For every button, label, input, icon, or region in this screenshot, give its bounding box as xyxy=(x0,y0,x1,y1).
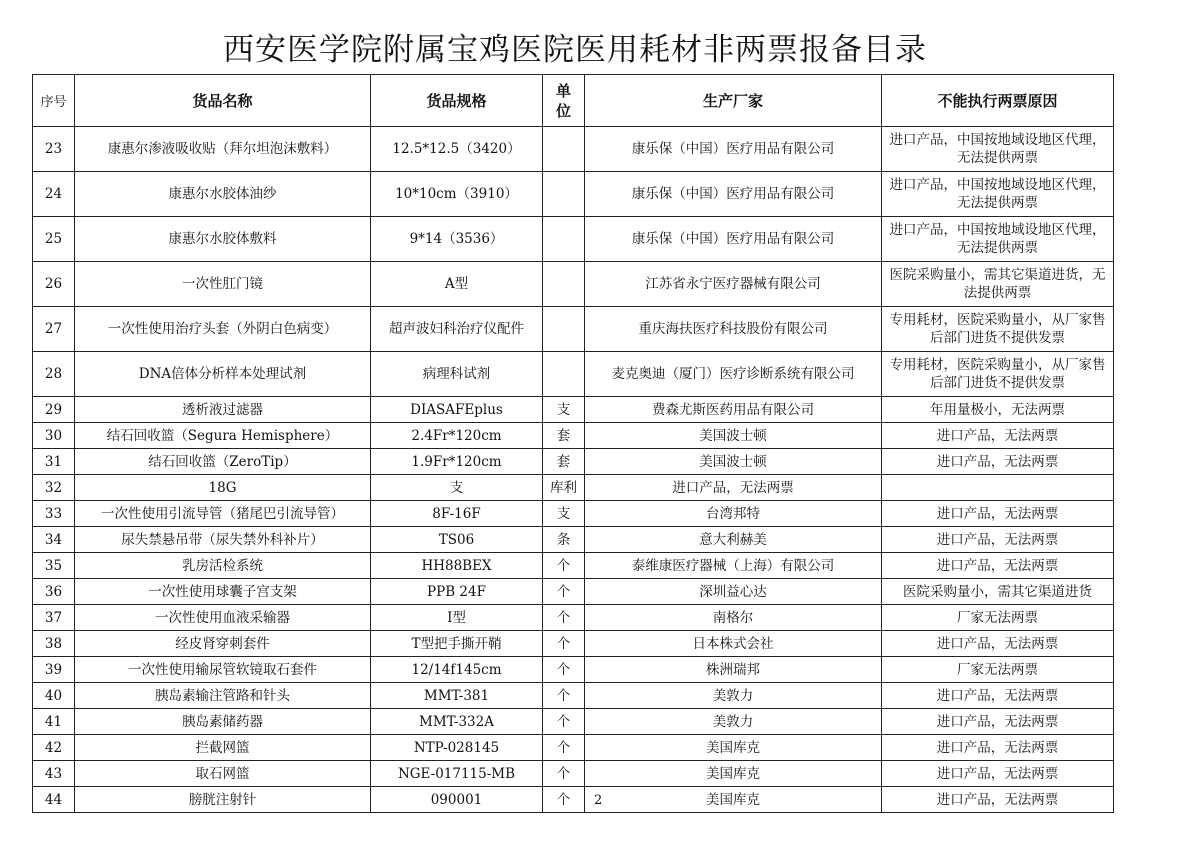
cell-spec: 10*10cm（3910） xyxy=(371,172,543,217)
cell-unit xyxy=(543,217,585,262)
cell-spec: 2.4Fr*120cm xyxy=(371,423,543,449)
page-number: 2 xyxy=(594,793,603,808)
cell-seq: 39 xyxy=(33,657,75,683)
table-row xyxy=(33,217,1114,262)
cell-spec: 超声波妇科治疗仪配件 xyxy=(371,307,543,352)
cell-manufacturer: 重庆海扶医疗科技股份有限公司 xyxy=(585,307,882,352)
cell-unit: 支 xyxy=(543,501,585,527)
cell-spec: 090001 xyxy=(371,787,543,813)
cell-seq: 31 xyxy=(33,449,75,475)
cell-reason: 医院采购量小，需其它渠道进货，无法提供两票 xyxy=(882,262,1114,307)
cell-manufacturer: 康乐保（中国）医疗用品有限公司 xyxy=(585,172,882,217)
cell-manufacturer: 意大利赫美 xyxy=(585,527,882,553)
cell-reason: 进口产品，无法两票 xyxy=(882,787,1114,813)
header-manufacturer: 生产厂家 xyxy=(585,75,882,127)
cell-manufacturer: 泰维康医疗器械（上海）有限公司 xyxy=(585,553,882,579)
cell-unit: 个 xyxy=(543,787,585,813)
cell-manufacturer: 麦克奥迪（厦门）医疗诊断系统有限公司 xyxy=(585,352,882,397)
table-row xyxy=(33,553,1114,579)
cell-name: 康惠尔水胶体敷料 xyxy=(75,217,371,262)
cell-seq: 36 xyxy=(33,579,75,605)
cell-reason: 进口产品，无法两票 xyxy=(882,423,1114,449)
page-title: 西安医学院附属宝鸡医院医用耗材非两票报备目录 xyxy=(223,32,927,68)
cell-manufacturer: 南格尔 xyxy=(585,605,882,631)
cell-unit: 条 xyxy=(543,527,585,553)
cell-unit xyxy=(543,172,585,217)
header-reason: 不能执行两票原因 xyxy=(882,75,1114,127)
cell-reason: 年用量极小，无法两票 xyxy=(882,397,1114,423)
cell-manufacturer: 美敦力 xyxy=(585,683,882,709)
cell-unit: 个 xyxy=(543,709,585,735)
cell-unit: 个 xyxy=(543,735,585,761)
cell-reason: 进口产品，中国按地域设地区代理，无法提供两票 xyxy=(882,217,1114,262)
cell-seq: 27 xyxy=(33,307,75,352)
cell-seq: 41 xyxy=(33,709,75,735)
table-body xyxy=(33,127,1114,813)
table-row xyxy=(33,352,1114,397)
cell-reason: 进口产品，无法两票 xyxy=(882,683,1114,709)
table-row xyxy=(33,631,1114,657)
cell-name: 18G xyxy=(75,475,371,501)
table-row xyxy=(33,449,1114,475)
cell-manufacturer: 美国波士顿 xyxy=(585,449,882,475)
cell-name: 一次性使用血液采输器 xyxy=(75,605,371,631)
cell-manufacturer: 江苏省永宁医疗器械有限公司 xyxy=(585,262,882,307)
cell-spec: PPB 24F xyxy=(371,579,543,605)
cell-spec: MMT-381 xyxy=(371,683,543,709)
table-row xyxy=(33,475,1114,501)
cell-unit: 个 xyxy=(543,631,585,657)
cell-seq: 44 xyxy=(33,787,75,813)
cell-unit: 个 xyxy=(543,657,585,683)
cell-name: 拦截网篮 xyxy=(75,735,371,761)
cell-manufacturer: 美敦力 xyxy=(585,709,882,735)
cell-spec: 病理科试剂 xyxy=(371,352,543,397)
table-row xyxy=(33,787,1114,813)
cell-reason: 进口产品，无法两票 xyxy=(882,553,1114,579)
cell-name: 膀胱注射针 xyxy=(75,787,371,813)
cell-seq: 24 xyxy=(33,172,75,217)
cell-manufacturer: 康乐保（中国）医疗用品有限公司 xyxy=(585,217,882,262)
cell-reason: 专用耗材，医院采购量小，从厂家售后部门进货不提供发票 xyxy=(882,307,1114,352)
cell-spec: MMT-332A xyxy=(371,709,543,735)
cell-unit: 个 xyxy=(543,605,585,631)
cell-reason: 进口产品，无法两票 xyxy=(882,631,1114,657)
header-unit-text: 单位 xyxy=(555,81,571,120)
cell-name: DNA倍体分析样本处理试剂 xyxy=(75,352,371,397)
cell-seq: 33 xyxy=(33,501,75,527)
table-row xyxy=(33,501,1114,527)
header-spec: 货品规格 xyxy=(371,75,543,127)
cell-reason: 进口产品，无法两票 xyxy=(882,527,1114,553)
cell-manufacturer: 台湾邦特 xyxy=(585,501,882,527)
table-row xyxy=(33,657,1114,683)
cell-name: 一次性使用球囊子宫支架 xyxy=(75,579,371,605)
cell-reason: 厂家无法两票 xyxy=(882,605,1114,631)
cell-spec: DIASAFEplus xyxy=(371,397,543,423)
cell-seq: 38 xyxy=(33,631,75,657)
table-row xyxy=(33,397,1114,423)
cell-manufacturer: 株洲瑞邦 xyxy=(585,657,882,683)
cell-seq: 32 xyxy=(33,475,75,501)
table-row xyxy=(33,579,1114,605)
cell-reason: 进口产品，中国按地域设地区代理，无法提供两票 xyxy=(882,127,1114,172)
cell-spec: 12.5*12.5（3420） xyxy=(371,127,543,172)
cell-name: 一次性使用治疗头套（外阴白色病变） xyxy=(75,307,371,352)
cell-manufacturer: 进口产品，无法两票 xyxy=(585,475,882,501)
cell-spec: 1.9Fr*120cm xyxy=(371,449,543,475)
table-row xyxy=(33,761,1114,787)
table-row xyxy=(33,423,1114,449)
catalog-table xyxy=(32,74,1114,813)
cell-seq: 28 xyxy=(33,352,75,397)
cell-manufacturer: 康乐保（中国）医疗用品有限公司 xyxy=(585,127,882,172)
cell-reason: 厂家无法两票 xyxy=(882,657,1114,683)
cell-name: 一次性使用输尿管软镜取石套件 xyxy=(75,657,371,683)
cell-unit: 支 xyxy=(543,397,585,423)
cell-seq: 42 xyxy=(33,735,75,761)
table-row xyxy=(33,127,1114,172)
cell-manufacturer: 费森尤斯医药用品有限公司 xyxy=(585,397,882,423)
cell-name: 一次性使用引流导管（猪尾巴引流导管） xyxy=(75,501,371,527)
header-row xyxy=(33,75,1114,127)
cell-unit: 个 xyxy=(543,683,585,709)
cell-name: 一次性肛门镜 xyxy=(75,262,371,307)
cell-name: 康惠尔渗液吸收贴（拜尔坦泡沫敷料） xyxy=(75,127,371,172)
cell-unit: 套 xyxy=(543,423,585,449)
cell-seq: 30 xyxy=(33,423,75,449)
cell-reason: 专用耗材，医院采购量小，从厂家售后部门进货不提供发票 xyxy=(882,352,1114,397)
cell-spec: T型把手撕开鞘 xyxy=(371,631,543,657)
cell-spec: 支 xyxy=(371,475,543,501)
cell-manufacturer: 日本株式会社 xyxy=(585,631,882,657)
cell-name: 胰岛素输注管路和针头 xyxy=(75,683,371,709)
cell-unit xyxy=(543,352,585,397)
cell-spec: 12/14f145cm xyxy=(371,657,543,683)
header-seq: 序号 xyxy=(33,75,75,127)
cell-unit xyxy=(543,262,585,307)
cell-unit: 个 xyxy=(543,761,585,787)
cell-unit: 个 xyxy=(543,553,585,579)
cell-spec: 9*14（3536） xyxy=(371,217,543,262)
cell-spec: 8F-16F xyxy=(371,501,543,527)
table-row xyxy=(33,605,1114,631)
table-row xyxy=(33,172,1114,217)
cell-name: 经皮肾穿刺套件 xyxy=(75,631,371,657)
cell-manufacturer: 美国波士顿 xyxy=(585,423,882,449)
cell-spec: NTP-028145 xyxy=(371,735,543,761)
cell-unit xyxy=(543,127,585,172)
cell-name: 康惠尔水胶体油纱 xyxy=(75,172,371,217)
header-unit xyxy=(543,75,585,127)
cell-seq: 35 xyxy=(33,553,75,579)
cell-seq: 25 xyxy=(33,217,75,262)
table-row xyxy=(33,307,1114,352)
table-row xyxy=(33,262,1114,307)
cell-seq: 40 xyxy=(33,683,75,709)
cell-reason: 进口产品，中国按地域设地区代理，无法提供两票 xyxy=(882,172,1114,217)
cell-reason: 医院采购量小，需其它渠道进货 xyxy=(882,579,1114,605)
cell-unit xyxy=(543,307,585,352)
cell-name: 胰岛素储药器 xyxy=(75,709,371,735)
cell-manufacturer: 深圳益心达 xyxy=(585,579,882,605)
cell-name: 结石回收篮（Segura Hemisphere） xyxy=(75,423,371,449)
table-row xyxy=(33,683,1114,709)
cell-manufacturer: 美国库克 xyxy=(585,735,882,761)
cell-seq: 26 xyxy=(33,262,75,307)
cell-reason: 进口产品，无法两票 xyxy=(882,761,1114,787)
table-row xyxy=(33,709,1114,735)
cell-seq: 23 xyxy=(33,127,75,172)
cell-seq: 34 xyxy=(33,527,75,553)
header-name: 货品名称 xyxy=(75,75,371,127)
cell-reason: 进口产品，无法两票 xyxy=(882,709,1114,735)
cell-name: 取石网篮 xyxy=(75,761,371,787)
table-row xyxy=(33,527,1114,553)
cell-name: 乳房活检系统 xyxy=(75,553,371,579)
cell-unit: 套 xyxy=(543,449,585,475)
cell-seq: 29 xyxy=(33,397,75,423)
cell-reason: 进口产品，无法两票 xyxy=(882,735,1114,761)
cell-spec: I型 xyxy=(371,605,543,631)
cell-spec: A型 xyxy=(371,262,543,307)
cell-spec: TS06 xyxy=(371,527,543,553)
table-row xyxy=(33,735,1114,761)
cell-unit: 库利 xyxy=(543,475,585,501)
cell-name: 尿失禁悬吊带（尿失禁外科补片） xyxy=(75,527,371,553)
cell-name: 透析液过滤器 xyxy=(75,397,371,423)
cell-manufacturer: 美国库克 xyxy=(585,761,882,787)
cell-spec: NGE-017115-MB xyxy=(371,761,543,787)
cell-reason: 进口产品，无法两票 xyxy=(882,501,1114,527)
cell-reason xyxy=(882,475,1114,501)
cell-unit: 个 xyxy=(543,579,585,605)
cell-reason: 进口产品，无法两票 xyxy=(882,449,1114,475)
cell-manufacturer: 美国库克 xyxy=(585,787,882,813)
cell-seq: 37 xyxy=(33,605,75,631)
cell-name: 结石回收篮（ZeroTip） xyxy=(75,449,371,475)
cell-seq: 43 xyxy=(33,761,75,787)
cell-spec: HH88BEX xyxy=(371,553,543,579)
